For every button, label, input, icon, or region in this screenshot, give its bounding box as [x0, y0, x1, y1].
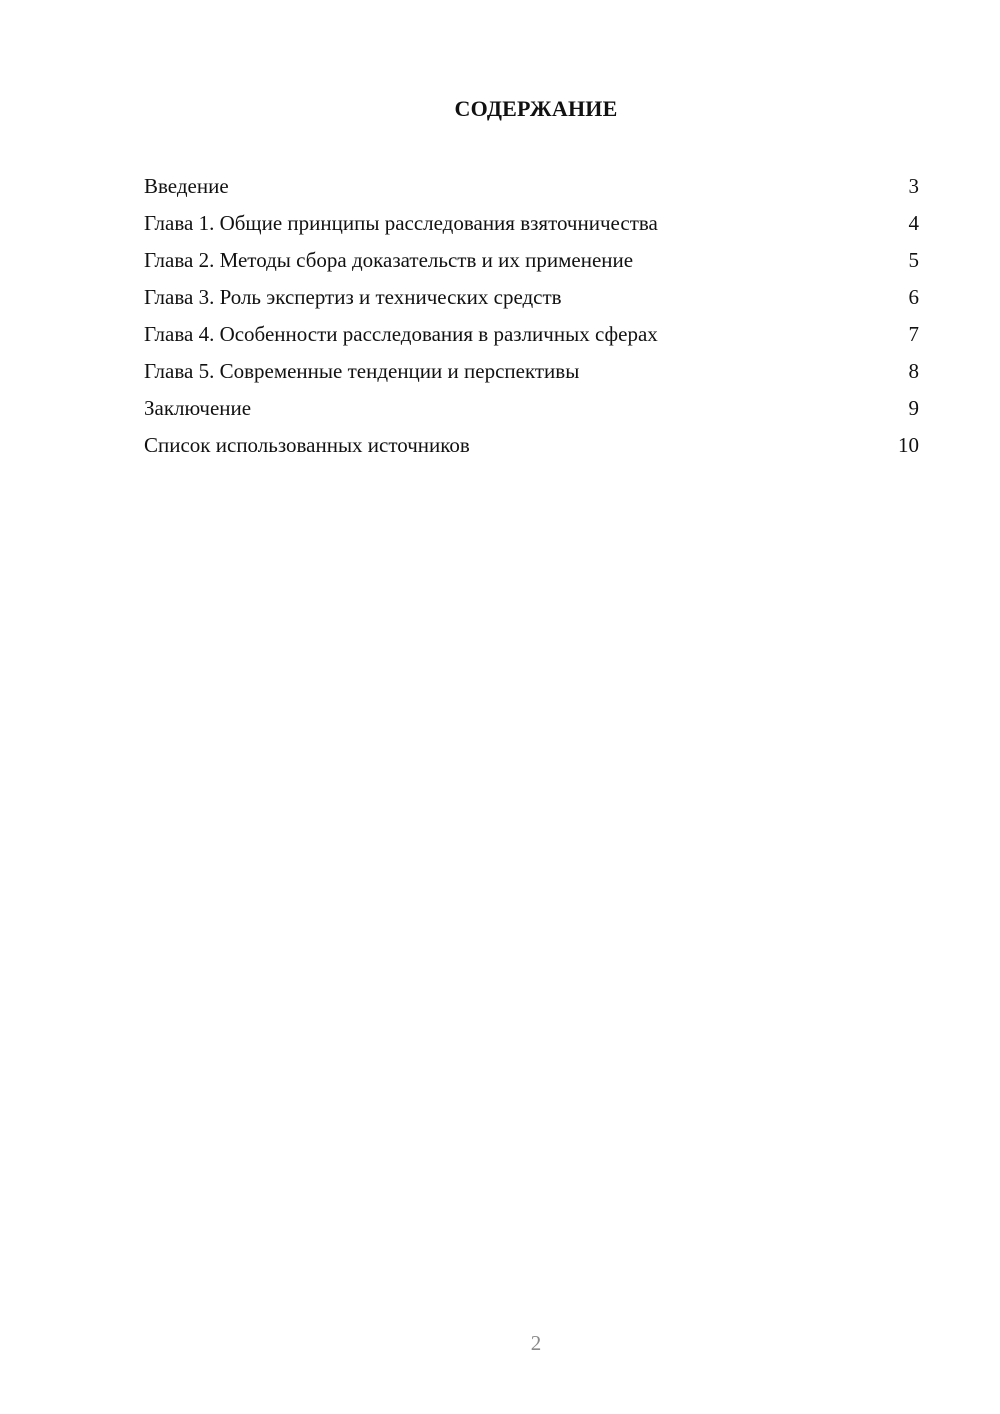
toc-entry-chapter-4: [144, 316, 919, 353]
toc-entry-conclusion: [144, 390, 919, 427]
toc-entry-introduction: [144, 168, 919, 205]
toc-entry-page: 10: [898, 433, 919, 457]
toc-entry-label: Список использованных источников: [144, 433, 470, 457]
toc-entry-label: Глава 3. Роль экспертиз и технических средств: [144, 285, 562, 309]
toc-entry-chapter-5: [144, 353, 919, 390]
toc-entry-label: Заключение: [144, 396, 252, 420]
toc-entry-page: 8: [908, 359, 919, 383]
toc-entry-label: Глава 2. Методы сбора доказательств и их применение: [144, 248, 634, 272]
toc-entry-references: [144, 427, 919, 464]
toc-entry-page: 5: [908, 248, 919, 272]
table-of-contents: [144, 168, 919, 464]
toc-entry-label: Глава 4. Особенности расследования в различных сферах: [144, 322, 658, 346]
toc-entry-chapter-1: [144, 205, 919, 242]
toc-entry-label: Глава 5. Современные тенденции и перспективы: [144, 359, 580, 383]
toc-entry-page: 9: [908, 396, 919, 420]
toc-entry-chapter-2: [144, 242, 919, 279]
toc-entry-page: 4: [908, 211, 919, 235]
toc-entry-page: 7: [908, 322, 919, 346]
toc-entry-label: Глава 1. Общие принципы расследования взяточничества: [144, 211, 658, 235]
toc-title: СОДЕРЖАНИЕ: [454, 96, 618, 121]
toc-entry-page: 6: [908, 285, 919, 309]
toc-entry-chapter-3: [144, 279, 919, 316]
toc-entry-label: Введение: [144, 174, 229, 198]
page-number: 2: [530, 1331, 542, 1355]
toc-entry-page: 3: [908, 174, 919, 198]
